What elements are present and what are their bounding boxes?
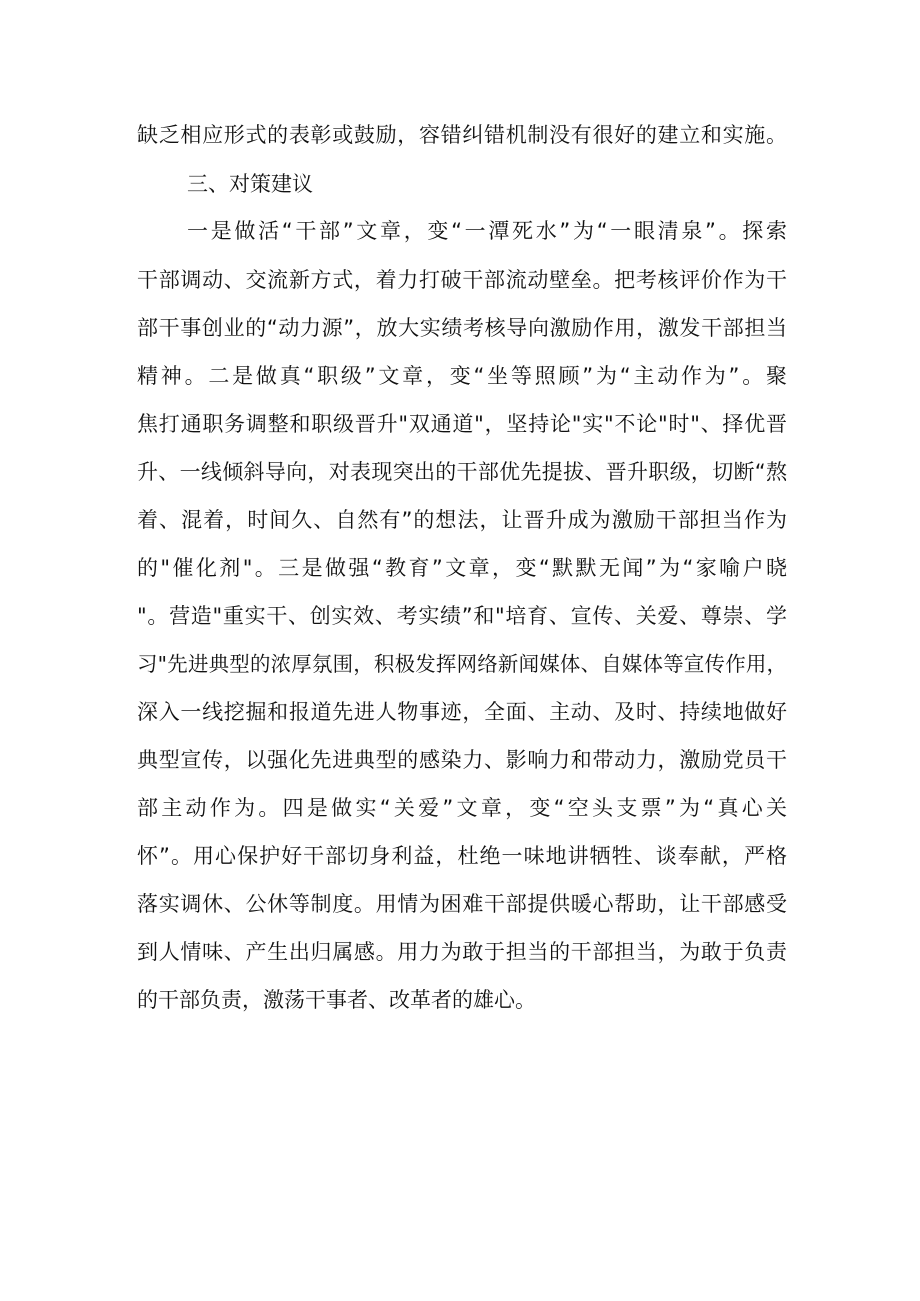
- text-line-19: 的干部负责，激荡干事者、改革者的雄心。: [137, 988, 536, 1012]
- text-line-8: 升、一线倾斜导向，对表现突出的干部优先提拔、晋升职级，切断“熬: [137, 460, 787, 484]
- text-line-16: 怀”。用心保护好干部切身利益，杜绝一味地讲牺牲、谈奉献，严格: [137, 844, 787, 868]
- text-line-15: 部主动作为。四是做实“关爱”文章，变“空头支票”为“真心关: [137, 796, 787, 820]
- text-line-11: "。营造"重实干、创实效、考实绩”和"培育、宣传、关爱、尊崇、学: [137, 604, 787, 628]
- text-line-13: 深入一线挖掘和报道先进人物事迹，全面、主动、及时、持续地做好: [137, 700, 787, 724]
- text-line-4: 干部调动、交流新方式，着力打破干部流动壁垒。把考核评价作为干: [137, 268, 787, 292]
- text-line-12: 习"先进典型的浓厚氛围，积极发挥网络新闻媒体、自媒体等宣传作用，: [137, 652, 787, 676]
- text-line-14: 典型宣传，以强化先进典型的感染力、影响力和带动力，激励党员干: [137, 748, 787, 772]
- text-line-10: 的"催化剂"。三是做强“教育”文章，变“默默无闻”为“家喻户晓: [137, 556, 787, 580]
- text-line-17: 落实调休、公休等制度。用情为困难干部提供暖心帮助，让干部感受: [137, 892, 787, 916]
- text-line-6: 精神。二是做真“职级”文章，变“坐等照顾”为“主动作为”。聚: [137, 364, 787, 388]
- text-line-1: 缺乏相应形式的表彰或鼓励，容错纠错机制没有很好的建立和实施。: [137, 123, 787, 147]
- text-line-7: 焦打通职务调整和职级晋升"双通道"，坚持论"实"不论"时"、择优晋: [137, 412, 787, 436]
- section-heading: 三、对策建议: [187, 172, 313, 196]
- text-line-18: 到人情味、产生出归属感。用力为敢于担当的干部担当，为敢于负责: [137, 940, 787, 964]
- text-line-5: 部干事创业的“动力源”，放大实绩考核导向激励作用，激发干部担当: [137, 316, 787, 340]
- text-line-3: 一是做活“干部”文章，变“一潭死水”为“一眼清泉”。探索: [187, 219, 787, 243]
- text-line-9: 着、混着，时间久、自然有”的想法，让晋升成为激励干部担当作为: [137, 508, 787, 532]
